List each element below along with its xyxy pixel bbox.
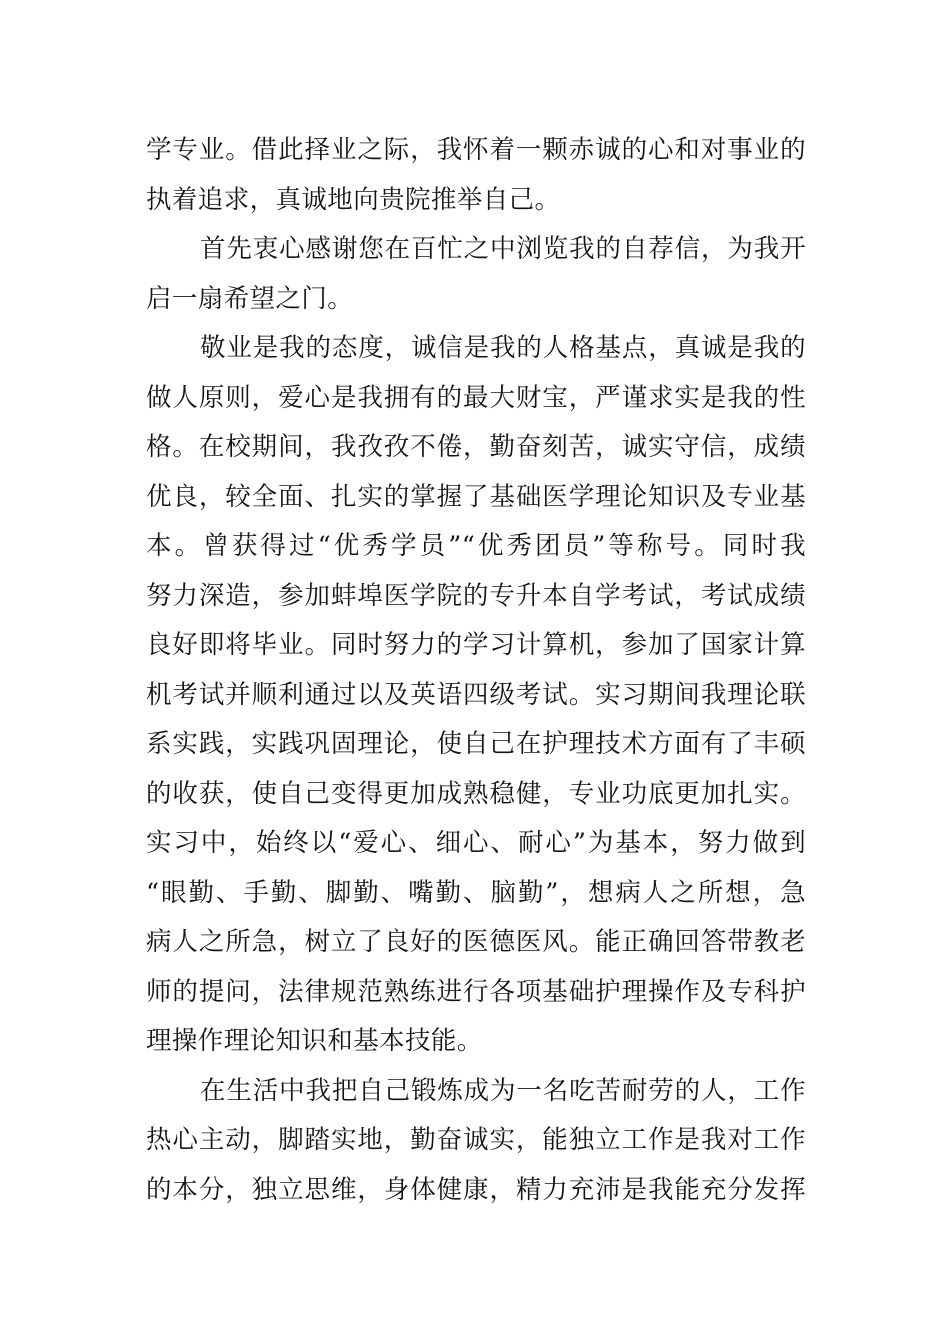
text-line: 优良，较全面、扎实的掌握了基础医学理论知识及专业基 xyxy=(146,481,806,512)
text-line: 首先衷心感谢您在百忙之中浏览我的自荐信，为我开 xyxy=(200,234,806,264)
text-line: 良好即将毕业。同时努力的学习计算机，参加了国家计算 xyxy=(146,630,806,660)
text-line: 执着追求，真诚地向贵院推举自己。 xyxy=(146,184,561,215)
text-line: 在生活中我把自己锻炼成为一名吃苦耐劳的人，工作 xyxy=(200,1075,806,1106)
text-line: 系实践，实践巩固理论，使自己在护理技术方面有了丰硕 xyxy=(146,729,806,759)
text-line: 热心主动，脚踏实地，勤奋诚实，能独立工作是我对工作 xyxy=(146,1125,806,1155)
text-line: “眼勤、手勤、脚勤、嘴勤、脑勤”，想病人之所想，急 xyxy=(146,877,806,908)
text-line: 师的提问，法律规范熟练进行各项基础护理操作及专科护 xyxy=(146,976,806,1007)
text-line: 机考试并顺利通过以及英语四级考试。实习期间我理论联 xyxy=(146,679,806,710)
text-line: 本。曾获得过“优秀学员”“优秀团员”等称号。同时我 xyxy=(146,531,806,561)
paragraph xyxy=(146,225,806,324)
paragraph xyxy=(146,126,806,225)
text-line: 学专业。借此择业之际，我怀着一颗赤诚的心和对事业的 xyxy=(146,135,806,165)
paragraph xyxy=(146,324,806,1067)
text-line: 病人之所急，树立了良好的医德医风。能正确回答带教老 xyxy=(146,927,806,957)
text-line: 努力深造，参加蚌埠医学院的专升本自学考试，考试成绩 xyxy=(146,580,806,611)
text-line: 敬业是我的态度，诚信是我的人格基点，真诚是我的 xyxy=(200,333,806,363)
document-body xyxy=(146,126,806,1215)
text-line: 实习中，始终以“爱心、细心、耐心”为基本，努力做到 xyxy=(146,828,806,858)
text-line: 做人原则，爱心是我拥有的最大财宝，严谨求实是我的性 xyxy=(146,382,806,413)
text-line: 启一扇希望之门。 xyxy=(146,283,354,314)
text-line: 的本分，独立思维，身体健康，精力充沛是我能充分发挥 xyxy=(146,1174,806,1205)
paragraph xyxy=(146,1067,806,1216)
text-line: 格。在校期间，我孜孜不倦，勤奋刻苦，诚实守信，成绩 xyxy=(146,432,806,462)
text-line: 理操作理论知识和基本技能。 xyxy=(146,1026,483,1056)
text-line: 的收获，使自己变得更加成熟稳健，专业功底更加扎实。 xyxy=(146,778,806,809)
